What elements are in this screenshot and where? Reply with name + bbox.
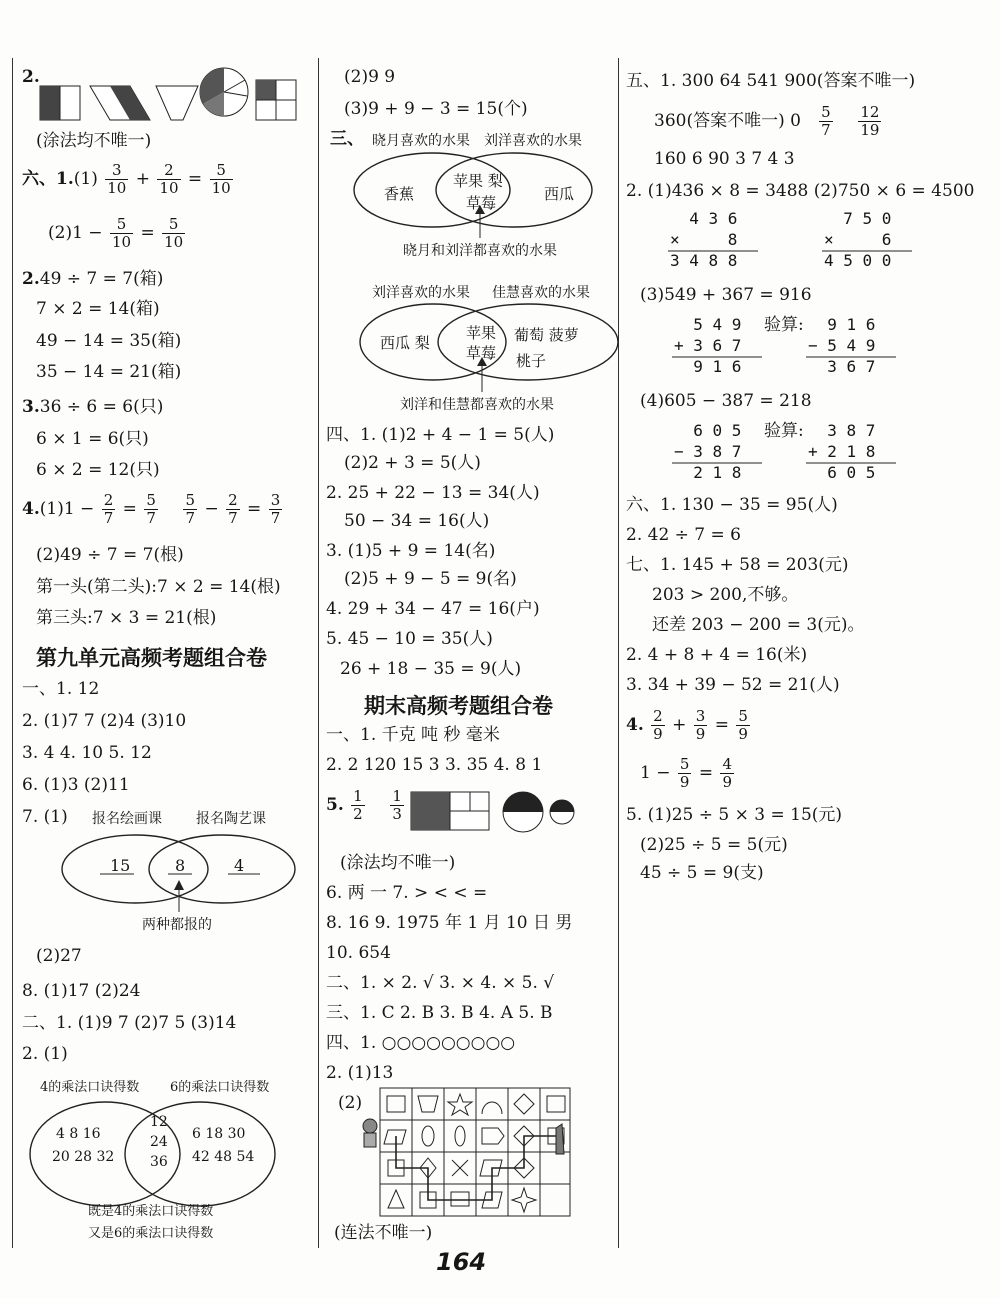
- c2-s4-5b: 26 + 18 − 35 = 9(人): [340, 659, 522, 679]
- venn4-mid-2: 草莓: [466, 344, 497, 362]
- f10: 10. 654: [326, 943, 391, 963]
- vertical-calc-5-rule: [672, 462, 764, 464]
- vertical-calc-3: 5 4 9 + 3 6 7 9 1 6: [674, 315, 742, 376]
- f5-note: (涂法均不唯一): [340, 853, 456, 873]
- c2-s4-4: 4. 29 + 34 − 47 = 16(户): [326, 599, 540, 619]
- venn1-right-title: 报名陶艺课: [196, 811, 266, 827]
- u8: 8. (1)17 (2)24: [22, 981, 141, 1001]
- l2c: 49 − 14 = 35(箱): [36, 331, 182, 351]
- f1: 一、1. 千克 吨 秒 毫米: [326, 725, 500, 745]
- c2-s4-5: 5. 45 − 10 = 35(人): [326, 629, 493, 649]
- venn2-caption-1: 既是4的乘法口诀得数: [88, 1204, 214, 1219]
- venn2-mid-row2: 24: [150, 1134, 168, 1150]
- q2-note: (涂法均不唯一): [36, 131, 152, 151]
- venn3-mid-2: 草莓: [466, 194, 497, 212]
- f5-shaded-figures: [410, 788, 580, 838]
- c3-s7-1b: 203 > 200,不够。: [652, 585, 799, 605]
- maze-end-carrot: [556, 1124, 564, 1154]
- c3-l1: 五、1. 300 64 541 900(答案不唯一): [626, 71, 916, 91]
- venn4-right-2: 桃子: [516, 352, 547, 370]
- u2: 2. (1)7 7 (2)4 (3)10: [22, 711, 187, 731]
- u7: 7. (1): [22, 807, 68, 827]
- venn3-left: 香蕉: [384, 185, 415, 203]
- vertical-calc-4: 9 1 6 − 5 4 9 3 6 7: [808, 315, 876, 376]
- venn2-right-row1: 6 18 30: [192, 1126, 246, 1142]
- venn3-mid-1: 苹果 梨: [453, 172, 503, 190]
- c2-s4-3: 3. (1)5 + 9 = 14(名): [326, 541, 496, 561]
- c2-s3-label: 三、: [330, 129, 364, 149]
- venn2-right-row2: 42 48 54: [192, 1149, 255, 1165]
- u7b: (2)27: [36, 946, 82, 966]
- c3-l5: (3)549 + 367 = 916: [640, 285, 812, 305]
- venn3-left-title: 晓月喜欢的水果: [372, 133, 470, 149]
- venn4-left-title: 刘洋喜欢的水果: [372, 285, 470, 301]
- venn1-caption: 两种都报的: [142, 917, 212, 933]
- venn2-mid-row1: 12: [150, 1114, 168, 1130]
- column-divider-1: [318, 58, 319, 1248]
- c2-s4-1b: (2)2 + 3 = 5(人): [344, 453, 481, 473]
- f-s4-2b: (2): [338, 1093, 363, 1113]
- shaded-shapes-figure: [38, 66, 298, 122]
- maze-grid-figure: [360, 1088, 580, 1223]
- final-title: 期末高频考题组合卷: [364, 694, 553, 718]
- c3-l3: 160 6 90 3 7 4 3: [654, 149, 795, 169]
- venn1-middle-value: 8: [175, 856, 186, 875]
- f-s2: 二、1. × 2. √ 3. × 4. × 5. √: [326, 973, 555, 993]
- unit9-title: 第九单元高频考题组合卷: [36, 646, 267, 670]
- c3-s6-2: 2. 42 ÷ 7 = 6: [626, 525, 741, 545]
- l4b: (2)49 ÷ 7 = 7(根): [36, 545, 184, 565]
- c3-l2: 360(答案不唯一) 0 $\frac{5}{7}$ $\frac{12}{19}$: [654, 103, 880, 139]
- venn1-left-value: 15: [110, 856, 131, 875]
- u6: 6. (1)3 (2)11: [22, 775, 130, 795]
- venn3-right: 西瓜: [544, 185, 575, 203]
- vertical-calc-5: 6 0 5 − 3 8 7 2 1 8: [674, 421, 742, 482]
- l3a: 3.36 ÷ 6 = 6(只): [22, 397, 164, 417]
- c2-l1: (2)9 9: [344, 67, 396, 87]
- venn2-left-row2: 20 28 32: [52, 1149, 115, 1165]
- f2: 2. 2 120 15 3 3. 35 4. 8 1: [326, 755, 543, 775]
- c3-s7-4b: 1 − $\frac{5}{9}$ = $\frac{4}{9}$: [640, 755, 733, 791]
- c3-s7-1: 七、1. 145 + 58 = 203(元): [626, 555, 849, 575]
- f8: 8. 16 9. 1975 年 1 月 10 日 男: [326, 913, 573, 933]
- f-s3: 三、1. C 2. B 3. B 4. A 5. B: [326, 1003, 553, 1023]
- s6-q1: 六、1.(1) $\frac{3}{10}$ + $\frac{2}{10}$ = $\frac{5}{10}$: [22, 161, 231, 197]
- c3-s7-5b: (2)25 ÷ 5 = 5(元): [640, 835, 788, 855]
- vertical-calc-1-rule: [668, 250, 760, 252]
- venn4-right-title: 佳慧喜欢的水果: [492, 285, 590, 301]
- f-s4: 四、1. ○○○○○○○○○: [326, 1033, 516, 1053]
- c3-s7-3: 3. 34 + 39 − 52 = 21(人): [626, 675, 840, 695]
- column-divider-2: [618, 58, 619, 1248]
- c3-s7-5: 5. (1)25 ÷ 5 × 3 = 15(元): [626, 805, 843, 825]
- f6: 6. 两 一 7. > < < =: [326, 883, 488, 903]
- venn3-right-title: 刘洋喜欢的水果: [484, 133, 582, 149]
- venn4-right-1: 葡萄 菠萝: [514, 326, 579, 344]
- l3b: 6 × 1 = 6(只): [36, 429, 149, 449]
- maze-start-character: [363, 1119, 377, 1147]
- venn2-caption-2: 又是6的乘法口诀得数: [88, 1226, 214, 1241]
- vertical-calc-1: 4 3 6 × 8 3 4 8 8: [670, 209, 738, 270]
- c3-s7-2: 2. 4 + 8 + 4 = 16(米): [626, 645, 808, 665]
- l4d: 第三头:7 × 3 = 21(根): [36, 608, 217, 628]
- q2-label: 2.: [22, 67, 40, 87]
- c3-s7-4: 4. $\frac{2}{9}$ + $\frac{3}{9}$ = $\frac{5}{9}$: [626, 707, 748, 743]
- venn1-right-value: 4: [234, 856, 245, 875]
- page-number: 164: [436, 1248, 487, 1276]
- vertical-calc-2-rule: [822, 250, 914, 252]
- l2a: 2.49 ÷ 7 = 7(箱): [22, 269, 164, 289]
- shaded-trapezoid: [156, 86, 198, 120]
- l2d: 35 − 14 = 21(箱): [36, 362, 182, 382]
- check-label-2: 验算:: [764, 421, 804, 441]
- maze-note: (连法不唯一): [334, 1223, 433, 1243]
- vertical-calc-3-rule: [672, 356, 764, 358]
- vertical-calc-6-rule: [806, 462, 898, 464]
- vertical-calc-6: 3 8 7 + 2 1 8 6 0 5: [808, 421, 876, 482]
- venn2-left-title: 4的乘法口诀得数: [40, 1080, 140, 1095]
- u3: 3. 4 4. 10 5. 12: [22, 743, 152, 763]
- c3-l6: (4)605 − 387 = 218: [640, 391, 812, 411]
- venn1-left-title: 报名绘画课: [92, 811, 162, 827]
- l3c: 6 × 2 = 12(只): [36, 460, 160, 480]
- venn3-caption: 晓月和刘洋都喜欢的水果: [403, 243, 557, 259]
- c2-s4-3b: (2)5 + 9 − 5 = 9(名): [344, 569, 517, 589]
- l4: 4.(1)1 − $\frac{2}{7}$ = $\frac{5}{7}$ $\frac{5}{7}$ − $\frac{2}{7}$ = $\frac{3}{7}$: [22, 491, 281, 527]
- venn2-right-title: 6的乘法口诀得数: [170, 1080, 270, 1095]
- venn4-left: 西瓜 梨: [380, 334, 430, 352]
- c2-s4-2: 2. 25 + 22 − 13 = 34(人): [326, 483, 540, 503]
- c2-s4-1: 四、1. (1)2 + 4 − 1 = 5(人): [326, 425, 555, 445]
- venn2-left-row1: 4 8 16: [56, 1126, 101, 1142]
- s6-q1-2: (2)1 − $\frac{5}{10}$ = $\frac{5}{10}$: [48, 215, 184, 251]
- u1: 一、1. 12: [22, 679, 100, 699]
- venn4-caption: 刘洋和佳慧都喜欢的水果: [400, 397, 554, 413]
- venn2-mid-row3: 36: [150, 1154, 168, 1170]
- vertical-calc-2: 7 5 0 × 6 4 5 0 0: [824, 209, 892, 270]
- check-label-1: 验算:: [764, 315, 804, 335]
- venn4-mid-1: 苹果: [466, 324, 497, 342]
- f-s4-2: 2. (1)13: [326, 1063, 394, 1083]
- c3-s6-1: 六、1. 130 − 35 = 95(人): [626, 495, 838, 515]
- f5: 5. $\frac{1}{2}$ $\frac{1}{3}$: [326, 787, 402, 823]
- l4c: 第一头(第二头):7 × 2 = 14(根): [36, 577, 281, 597]
- c3-s7-1c: 还差 203 − 200 = 3(元)。: [652, 615, 865, 635]
- c3-l4: 2. (1)436 × 8 = 3488 (2)750 × 6 = 4500: [626, 181, 975, 201]
- vertical-calc-4-rule: [806, 356, 898, 358]
- u-s2: 二、1. (1)9 7 (2)7 5 (3)14: [22, 1013, 237, 1033]
- u-s2-2: 2. (1): [22, 1044, 68, 1064]
- left-margin-rule: [12, 58, 13, 1248]
- c3-s7-5c: 45 ÷ 5 = 9(支): [640, 863, 764, 883]
- c2-l2: (3)9 + 9 − 3 = 15(个): [344, 99, 528, 119]
- c2-s4-2b: 50 − 34 = 16(人): [344, 511, 490, 531]
- l2b: 7 × 2 = 14(箱): [36, 299, 160, 319]
